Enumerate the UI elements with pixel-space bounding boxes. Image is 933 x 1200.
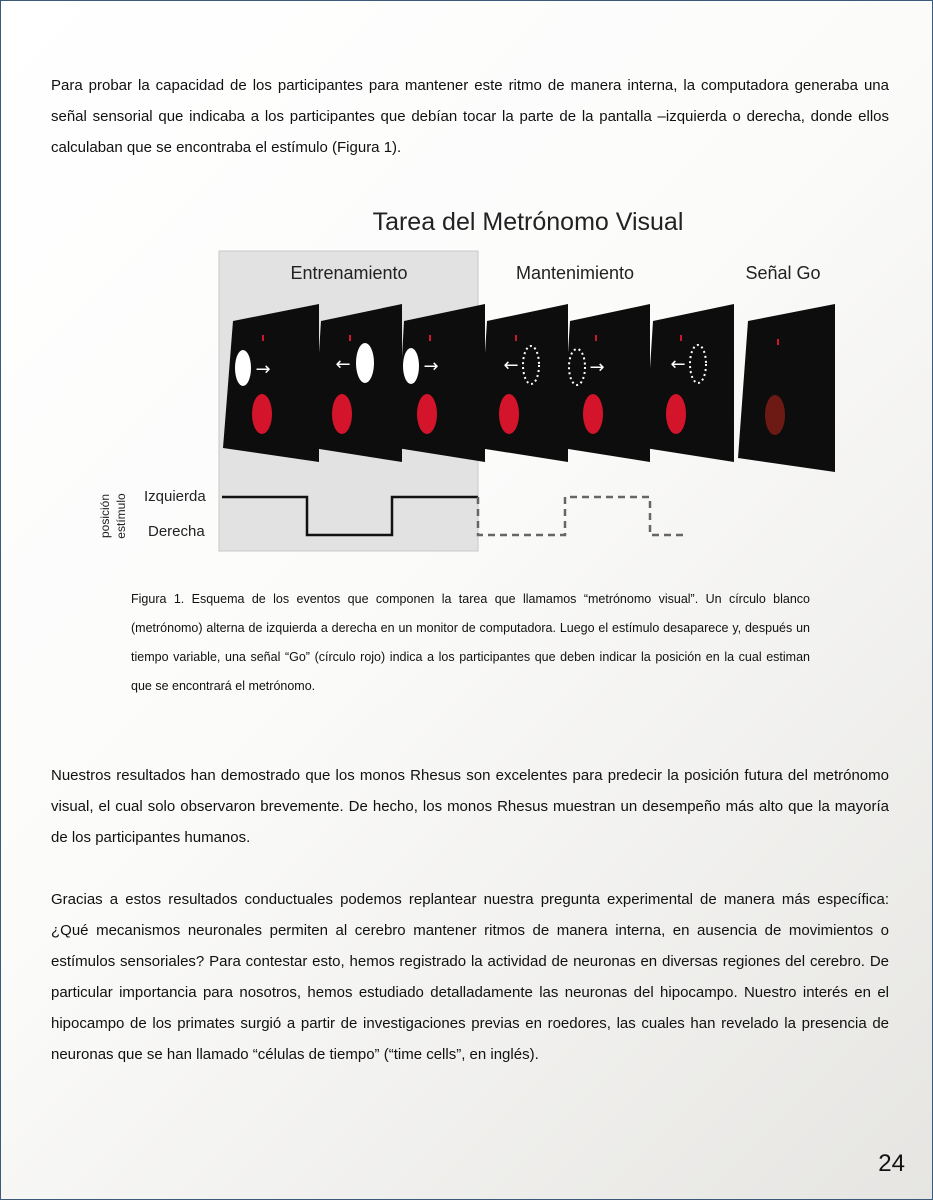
- screen-maintenance-1: [479, 304, 568, 462]
- paragraph-mechanisms: Gracias a estos resultados conductuales podemos replantear nuestra pregunta experimental de manera más específica: ¿Qué mecanismos neuronales permiten al cerebro mantener ritmos de manera interna, en ausencia de movimientos o estímulos sensoriales? Para contestar esto, hemos registrado la actividad de neuronas en diversas regiones del cerebro. De particular importancia para nosotros, hemos estudiado detalladamente las neuronas del hipocampo. Nuestro interés en el hipocampo de los primates surgió a partir de investigaciones previas en roedores, las cuales han revelado la presencia de neuronas que se han llamado “células de tiempo” (“time cells”, en inglés).: [51, 891, 889, 1063]
- screen-training-3: [397, 304, 485, 462]
- page-number: 24: [878, 1150, 905, 1177]
- level-label-left: Izquierda: [144, 488, 206, 505]
- stimulus-trace-maintenance: [478, 497, 687, 535]
- figure-caption: Figura 1. Esquema de los eventos que componen la tarea que llamamos “metrónomo visual”. Un círculo blanco (metrónomo) alterna de izquierda a derecha en un monitor de computadora. Luego el estímulo desaparece y, después un tiempo variable, una señal “Go” (círculo rojo) indica a los participantes que deben indicar la posición en la cual estiman que se encontrará el metrónomo.: [131, 592, 810, 693]
- arrow-left-icon: ←: [335, 354, 351, 375]
- axis-label-stimulus: estímulo: [114, 493, 128, 539]
- arrow-left-icon: ←: [503, 355, 519, 376]
- arrow-right-icon: →: [255, 359, 271, 380]
- screen-training-2: [313, 304, 402, 462]
- figure-metronome-task: [95, 200, 855, 560]
- screen-maintenance-2: [562, 304, 650, 462]
- arrow-right-icon: →: [423, 356, 439, 377]
- level-label-right: Derecha: [148, 523, 205, 540]
- phase-label-maintenance: Mantenimiento: [515, 263, 635, 283]
- screen-maintenance-3: [645, 304, 734, 462]
- paragraph-intro: Para probar la capacidad de los participantes para mantener este ritmo de manera interna, la computadora generaba una señal sensorial que indicaba a los participantes que debían tocar la parte de la pantalla –izquierda o derecha, donde ellos calculaban que se encontraba el estímulo (Figura 1).: [51, 77, 889, 156]
- screen-training-1: [223, 304, 319, 462]
- figure-title: Tarea del Metrónomo Visual: [372, 208, 684, 236]
- arrow-left-icon: ←: [670, 354, 686, 375]
- axis-label-position: posición: [98, 493, 112, 539]
- arrow-right-icon: →: [589, 357, 605, 378]
- phase-label-go: Señal Go: [745, 263, 821, 283]
- screen-go-signal: [738, 304, 835, 472]
- phase-label-training: Entrenamiento: [290, 263, 408, 283]
- paragraph-results: Nuestros resultados han demostrado que los monos Rhesus son excelentes para predecir la posición futura del metrónomo visual, el cual solo observaron brevemente. De hecho, los monos Rhesus muestran un desempeño más alto que la mayoría de los participantes humanos.: [51, 767, 889, 846]
